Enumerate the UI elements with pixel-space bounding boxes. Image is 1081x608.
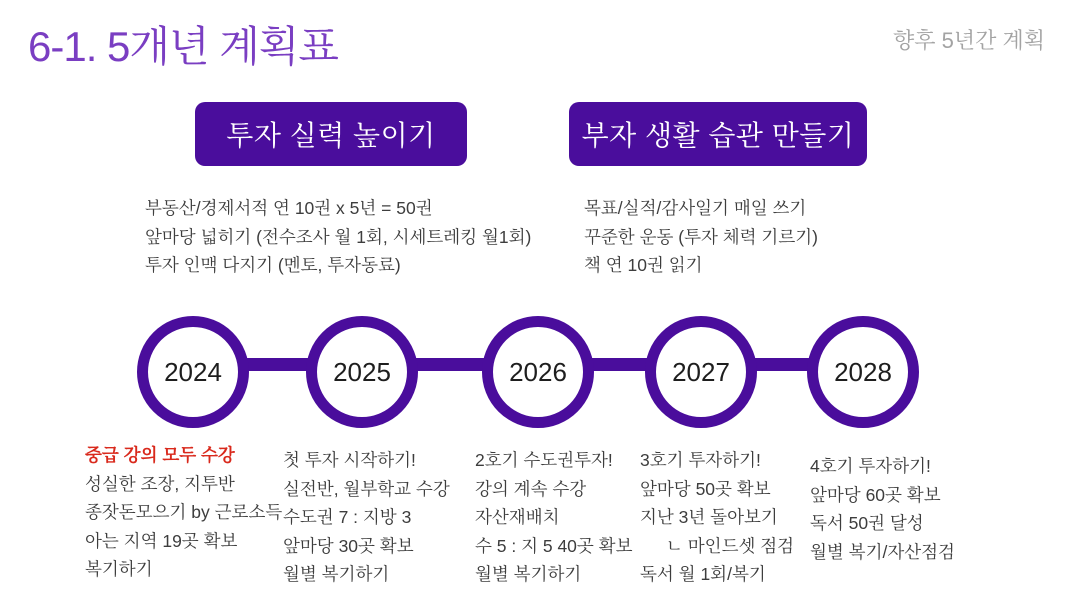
note-line: 복기하기 bbox=[85, 559, 153, 579]
note-line: 수 5 : 지 5 40곳 확보 bbox=[475, 535, 633, 556]
goal-line: 앞마당 넓히기 (전수조사 월 1회, 시세트레킹 월1회) bbox=[145, 226, 532, 247]
note-line: 아는 지역 19곳 확보 bbox=[85, 530, 238, 551]
goal-header-rich-habit: 부자 생활 습관 만들기 bbox=[569, 102, 867, 166]
note-line: 앞마당 30곳 확보 bbox=[283, 535, 414, 556]
note-line: 첫 투자 시작하기! bbox=[283, 450, 416, 470]
note-line: 월별 복기하기 bbox=[283, 564, 390, 584]
note-line-highlight: 중급 강의 모두 수강 bbox=[85, 445, 235, 465]
page-title: 6-1. 5개년 계획표 bbox=[28, 23, 338, 70]
note-line: 수도권 7 : 지방 3 bbox=[283, 507, 412, 527]
note-line: 앞마당 50곳 확보 bbox=[640, 478, 771, 499]
timeline-node-2025 bbox=[306, 316, 418, 428]
goal-line: 목표/실적/감사일기 매일 쓰기 bbox=[584, 198, 807, 218]
note-line: 4호기 투자하기! bbox=[810, 456, 931, 476]
goal-line: 꾸준한 운동 (투자 체력 기르기) bbox=[584, 226, 818, 247]
page-subtitle: 향후 5년간 계획 bbox=[893, 28, 1045, 53]
year-label: 2026 bbox=[509, 356, 567, 387]
notes-2025 bbox=[283, 446, 450, 589]
notes-2024 bbox=[85, 441, 282, 584]
note-line: 종잣돈모으기 by 근로소득 bbox=[85, 502, 283, 522]
note-line: 독서 월 1회/복기 bbox=[640, 564, 766, 584]
note-line: 지난 3년 돌아보기 bbox=[640, 507, 778, 527]
note-line: 독서 50권 달성 bbox=[810, 513, 924, 533]
year-label: 2024 bbox=[164, 356, 222, 387]
timeline-node-2024 bbox=[137, 316, 249, 428]
goal-list-rich-habit bbox=[584, 194, 818, 280]
goal-line: 책 연 10권 읽기 bbox=[584, 255, 703, 275]
year-label: 2025 bbox=[333, 356, 391, 387]
note-line: 3호기 투자하기! bbox=[640, 450, 761, 470]
note-line: 월별 복기하기 bbox=[475, 564, 582, 584]
goal-list-invest-skill bbox=[145, 194, 531, 280]
timeline-node-2026 bbox=[482, 316, 594, 428]
year-label: 2027 bbox=[672, 356, 730, 387]
note-line: 앞마당 60곳 확보 bbox=[810, 484, 941, 505]
notes-2027 bbox=[640, 446, 794, 589]
note-line: 월별 복기/자산점검 bbox=[810, 541, 955, 562]
goal-header-invest-skill: 투자 실력 높이기 bbox=[195, 102, 467, 166]
timeline-node-2027 bbox=[645, 316, 757, 428]
note-line: 2호기 수도권투자! bbox=[475, 450, 613, 470]
note-line: 성실한 조장, 지투반 bbox=[85, 473, 235, 494]
year-label: 2028 bbox=[834, 356, 892, 387]
goal-line: 부동산/경제서적 연 10권 x 5년 = 50권 bbox=[145, 198, 433, 218]
timeline-node-2028 bbox=[807, 316, 919, 428]
notes-2028 bbox=[810, 452, 955, 566]
notes-2026 bbox=[475, 446, 633, 589]
note-line: 강의 계속 수강 bbox=[475, 478, 587, 499]
note-line-indented: ㄴ 마인드셋 점검 bbox=[666, 535, 795, 556]
goal-line: 투자 인맥 다지기 (멘토, 투자동료) bbox=[145, 255, 401, 275]
note-line: 실전반, 월부학교 수강 bbox=[283, 478, 450, 499]
note-line: 자산재배치 bbox=[475, 507, 560, 527]
